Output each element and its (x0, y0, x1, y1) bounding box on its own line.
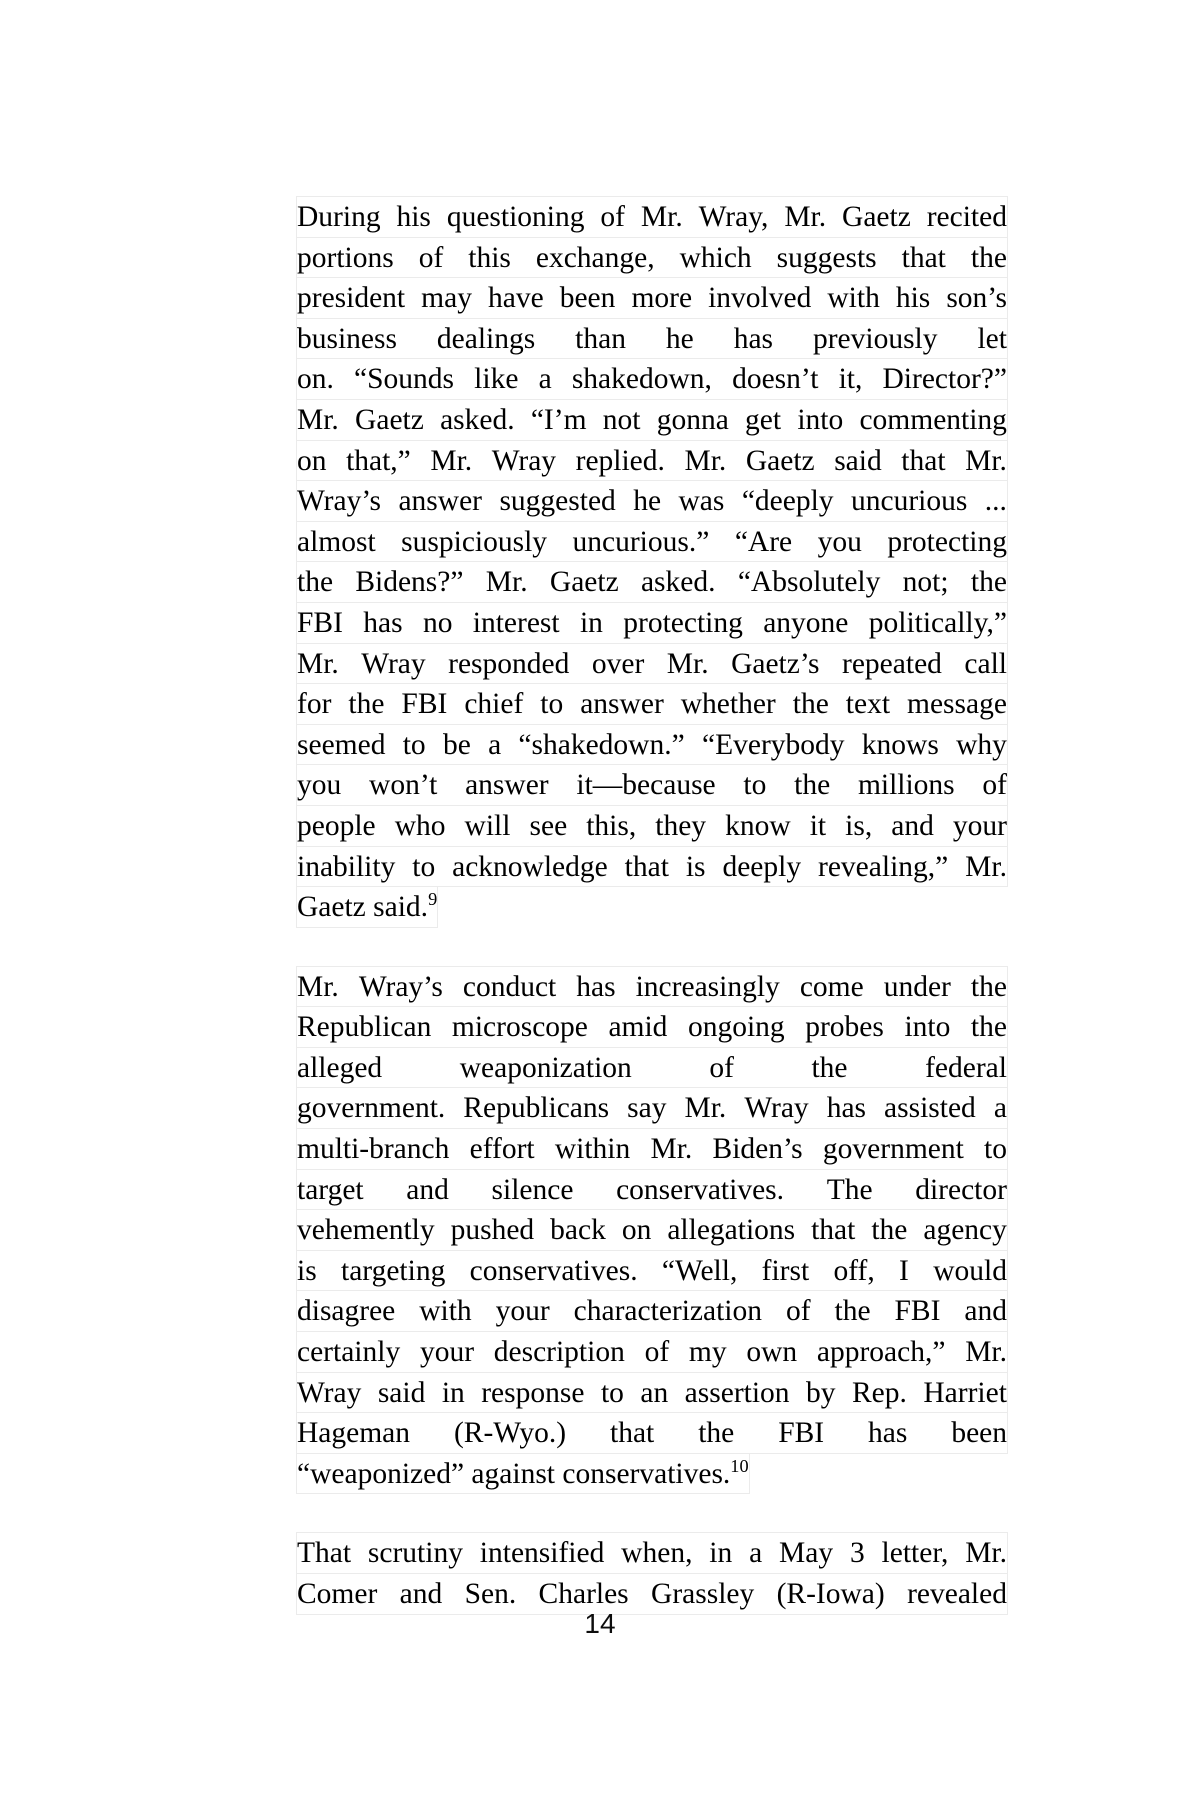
word: own (746, 1336, 798, 1369)
word: government (822, 1133, 964, 1166)
word: doesn’t (732, 363, 819, 396)
word: interest (472, 606, 560, 639)
word: to (600, 1376, 624, 1409)
word: During (297, 201, 381, 233)
word: the (834, 1295, 871, 1328)
line-text: “weaponized” against conservatives. (297, 1457, 731, 1490)
word: Mr. (297, 403, 339, 436)
word: Wray (297, 1376, 362, 1409)
word: is (685, 850, 706, 883)
word: see (529, 809, 568, 842)
word: “Sounds (354, 363, 455, 396)
word: of (418, 241, 444, 274)
word: and (406, 1173, 449, 1206)
word: and (891, 809, 934, 842)
word: May (779, 1537, 834, 1570)
word: agency (923, 1214, 1007, 1247)
word: than (575, 322, 626, 355)
word: said (834, 444, 882, 477)
word: revealed (907, 1578, 1007, 1610)
word: disagree (297, 1295, 396, 1328)
word: knows (861, 728, 939, 761)
word: has (576, 970, 616, 1003)
word: the (792, 688, 829, 721)
word: that,” (346, 444, 411, 477)
word: know (725, 809, 791, 842)
word: that (610, 1417, 655, 1450)
word: Wray (491, 444, 557, 477)
word: amid (608, 1011, 668, 1044)
word: off, (833, 1254, 875, 1287)
word: repeated (842, 647, 942, 680)
text-line (296, 1209, 1008, 1251)
word: text (845, 688, 891, 721)
text-line (296, 1412, 1008, 1454)
text-line (296, 805, 1008, 847)
text-line (296, 602, 1008, 644)
text-line (296, 480, 1008, 522)
word: weaponization (459, 1051, 632, 1084)
word: to (540, 688, 564, 721)
word: replied. (575, 444, 665, 477)
word: assertion (684, 1376, 790, 1409)
word: his (396, 201, 431, 233)
word: back (550, 1214, 606, 1247)
word: president (297, 282, 406, 315)
word: in (709, 1537, 733, 1570)
word: protecting (887, 525, 1007, 558)
word: on. (297, 363, 334, 396)
word: (R-Wyo.) (453, 1417, 567, 1450)
word: answer (398, 485, 482, 518)
word: they (655, 809, 707, 842)
word: Comer (297, 1578, 378, 1610)
word: an (640, 1376, 669, 1409)
word: acknowledge (452, 850, 608, 883)
word: it, (838, 363, 863, 396)
word: let (977, 322, 1007, 355)
word: Gaetz’s (731, 647, 820, 680)
word: that (811, 1214, 856, 1247)
word: uncurious.” (572, 525, 710, 558)
word: will (464, 809, 511, 842)
word: probes (805, 1011, 884, 1044)
word: Mr. (684, 444, 727, 477)
word: Mr. (666, 647, 709, 680)
word: you (297, 769, 342, 802)
word: get (745, 403, 782, 436)
word: be (442, 728, 471, 761)
word: the (698, 1417, 735, 1450)
word: a (488, 728, 502, 761)
word: dealings (436, 322, 536, 355)
word: Bidens?” (355, 566, 464, 599)
word: The (826, 1173, 873, 1206)
word: “Everybody (701, 728, 845, 761)
word: FBI (778, 1417, 825, 1450)
word: a (993, 1092, 1007, 1125)
word: questioning (446, 201, 585, 233)
word: letter, (881, 1537, 949, 1570)
word: on (621, 1214, 652, 1247)
word: almost (297, 525, 376, 558)
word: that (901, 241, 946, 274)
word: ongoing (687, 1011, 785, 1044)
text-line (296, 1006, 1008, 1048)
word: intensified (479, 1537, 605, 1570)
word: Mr. (485, 566, 528, 599)
word: exchange, (535, 241, 655, 274)
word: protecting (623, 606, 743, 639)
word: Director?” (882, 363, 1007, 396)
word: the (871, 1214, 908, 1247)
word: Hageman (297, 1417, 411, 1450)
text-line (296, 318, 1008, 360)
word: over (591, 647, 645, 680)
word: have (488, 282, 544, 315)
word: previously (812, 322, 938, 355)
text-line (296, 886, 438, 928)
text-line (296, 1087, 1008, 1129)
word: for (297, 688, 332, 721)
word: conduct (462, 970, 557, 1003)
word: who (394, 809, 446, 842)
word: Wray (361, 647, 426, 680)
word: characterization (573, 1295, 763, 1328)
word: “Absolutely (737, 566, 881, 599)
word: is (297, 1254, 317, 1287)
word: director (915, 1173, 1007, 1206)
word: response (481, 1376, 585, 1409)
text-line (296, 1532, 1008, 1574)
word: Mr. (965, 444, 1007, 477)
word: approach,” (816, 1336, 946, 1369)
word: alleged (297, 1051, 383, 1084)
paragraph-3 (296, 1532, 1008, 1614)
word: Mr. (430, 444, 473, 477)
word: chief (464, 688, 524, 721)
text-line (296, 846, 1008, 888)
word: shakedown, (571, 363, 712, 396)
word: “shakedown.” (518, 728, 685, 761)
word: within (554, 1133, 631, 1166)
word: involved (708, 282, 812, 315)
text-line (296, 521, 1008, 563)
word: deeply (722, 850, 802, 883)
word: portions (297, 241, 394, 274)
word: to (412, 850, 436, 883)
word: in (441, 1376, 465, 1409)
word: he (633, 485, 662, 518)
word: uncurious (851, 485, 968, 518)
word: Sen. (464, 1578, 517, 1610)
word: the (811, 1051, 848, 1084)
word: vehemently (297, 1214, 435, 1247)
word: Mr. (640, 201, 683, 233)
word: by (806, 1376, 836, 1409)
word: Gaetz (842, 201, 911, 233)
word: Republican (297, 1011, 432, 1044)
word: increasingly (635, 970, 780, 1003)
word: has (868, 1417, 908, 1450)
word: Mr. (965, 850, 1007, 883)
word: “deeply (741, 485, 834, 518)
word: conservatives. (616, 1173, 785, 1206)
word: “I’m (530, 403, 587, 436)
word: Mr. (965, 1336, 1007, 1369)
word: and (399, 1578, 443, 1610)
word: has (826, 1092, 867, 1125)
word: certainly (297, 1336, 401, 1369)
word: said (377, 1376, 426, 1409)
word: FBI (297, 606, 343, 639)
word: federal (925, 1051, 1007, 1084)
word: come (799, 970, 864, 1003)
word: has (363, 606, 403, 639)
word: scrutiny (367, 1537, 463, 1570)
word: Republicans (463, 1092, 610, 1125)
word: effort (469, 1133, 535, 1166)
word: won’t (369, 769, 438, 802)
word: your (495, 1295, 550, 1328)
word: like (474, 363, 519, 396)
word: of (785, 1295, 811, 1328)
word: that (901, 444, 946, 477)
word: a (749, 1537, 763, 1570)
word: Wray’s (358, 970, 443, 1003)
word: allegations (667, 1214, 796, 1247)
word: of (709, 1051, 734, 1084)
word: Wray (744, 1092, 809, 1125)
word: FBI (894, 1295, 941, 1328)
text-line (296, 237, 1008, 279)
word: the (297, 566, 334, 599)
word: conservatives. (469, 1254, 638, 1287)
footnote-marker: 10 (730, 1455, 749, 1476)
word: Gaetz (355, 403, 424, 436)
word: the (970, 970, 1007, 1003)
word: ... (984, 485, 1007, 518)
word: son’s (946, 282, 1007, 315)
word: a (538, 363, 552, 396)
word: the (970, 1011, 1007, 1044)
text-line (296, 561, 1008, 603)
word: Mr. (297, 647, 339, 680)
text-line (296, 358, 1008, 400)
word: politically,” (868, 606, 1007, 639)
word: when, (621, 1537, 693, 1570)
word: pushed (450, 1214, 535, 1247)
footnote-marker: 9 (428, 889, 438, 910)
word: anyone (763, 606, 849, 639)
word: into (797, 403, 844, 436)
word: microscope (451, 1011, 588, 1044)
paragraph-spacer (296, 928, 1008, 966)
word: you (817, 525, 862, 558)
word: of (982, 769, 1007, 802)
word: answer (465, 769, 549, 802)
word: Mr. (965, 1537, 1007, 1570)
word: to (402, 728, 426, 761)
word: with (419, 1295, 472, 1328)
word: people (297, 809, 376, 842)
word: the (348, 688, 385, 721)
word: inability (297, 850, 396, 883)
word: Mr. (784, 201, 827, 233)
word: Biden’s (712, 1133, 803, 1166)
body-text-column (296, 196, 1008, 1615)
word: my (688, 1336, 727, 1369)
word: this (468, 241, 511, 274)
word: his (895, 282, 931, 315)
word: description (493, 1336, 625, 1369)
word: “Well, (661, 1254, 738, 1287)
text-line (296, 1169, 1008, 1211)
word: government. (297, 1092, 446, 1125)
word: I (899, 1254, 909, 1287)
word: asked. (640, 566, 716, 599)
word: Mr. (684, 1092, 727, 1125)
word: silence (491, 1173, 574, 1206)
word: the (970, 566, 1007, 599)
word: responded (448, 647, 570, 680)
text-line (296, 1331, 1008, 1373)
word: of (600, 201, 625, 233)
word: whether (680, 688, 776, 721)
word: into (904, 1011, 951, 1044)
text-line (296, 196, 1008, 238)
word: the (970, 241, 1007, 274)
word: no (422, 606, 453, 639)
word: which (679, 241, 752, 274)
word: suspiciously (401, 525, 548, 558)
text-line (296, 683, 1008, 725)
text-line (296, 643, 1008, 685)
text-line (296, 1372, 1008, 1414)
text-line (296, 966, 1008, 1008)
word: answer (580, 688, 664, 721)
word: say (627, 1092, 667, 1125)
word: message (907, 688, 1007, 721)
text-line (296, 399, 1008, 441)
word: that (624, 850, 669, 883)
word: commenting (859, 403, 1007, 436)
word: Gaetz (549, 566, 619, 599)
text-line (296, 1290, 1008, 1332)
word: not; (902, 566, 949, 599)
word: targeting (341, 1254, 446, 1287)
word: Wray, (698, 201, 769, 233)
word: he (665, 322, 694, 355)
text-line (296, 764, 1008, 806)
word: your (419, 1336, 475, 1369)
paragraph-1 (296, 196, 1008, 928)
word: Wray’s (297, 485, 382, 518)
word: recited (926, 201, 1007, 233)
word: first (761, 1254, 810, 1287)
word: the (794, 769, 831, 802)
word: gonna (656, 403, 729, 436)
word: under (883, 970, 951, 1003)
word: more (631, 282, 693, 315)
word: business (297, 322, 397, 355)
word: Charles (538, 1578, 629, 1610)
word: Grassley (651, 1578, 755, 1610)
word: Mr. (297, 970, 339, 1003)
word: in (579, 606, 603, 639)
word: it (809, 809, 827, 842)
word: to (743, 769, 767, 802)
word: asked. (440, 403, 515, 436)
word: suggested (499, 485, 616, 518)
word: millions (857, 769, 955, 802)
page-number: 14 (584, 1608, 616, 1639)
word: multi-branch (297, 1133, 450, 1166)
paragraph-spacer (296, 1494, 1008, 1532)
word: may (421, 282, 472, 315)
word: would (933, 1254, 1007, 1287)
word: of (644, 1336, 670, 1369)
word: Rep. (851, 1376, 907, 1409)
word: seemed (297, 728, 386, 761)
word: with (827, 282, 880, 315)
word: and (964, 1295, 1007, 1328)
word: Harriet (923, 1376, 1007, 1409)
word: your (952, 809, 1007, 842)
word: was (678, 485, 725, 518)
word: to (984, 1133, 1007, 1166)
word: Gaetz (745, 444, 815, 477)
word: been (559, 282, 616, 315)
word: That (297, 1537, 352, 1570)
paragraph-2 (296, 966, 1008, 1495)
word: revealing,” (818, 850, 949, 883)
word: Mr. (650, 1133, 693, 1166)
word: on (297, 444, 327, 477)
word: 3 (849, 1537, 865, 1570)
word: has (733, 322, 774, 355)
text-line (296, 1047, 1008, 1089)
word: it—because (576, 769, 716, 802)
word: suggests (776, 241, 877, 274)
text-line (296, 277, 1008, 319)
word: been (951, 1417, 1007, 1450)
word: this, (586, 809, 637, 842)
word: call (964, 647, 1007, 680)
word: why (956, 728, 1007, 761)
line-text: Gaetz said. (297, 891, 429, 924)
word: FBI (401, 688, 448, 721)
word: assisted (884, 1092, 976, 1125)
text-line (296, 1250, 1008, 1292)
word: “Are (734, 525, 793, 558)
word: (R-Iowa) (776, 1578, 885, 1610)
text-line (296, 1453, 750, 1495)
text-line (296, 724, 1008, 766)
text-line (296, 440, 1008, 482)
word: not (602, 403, 641, 436)
word: target (297, 1173, 364, 1206)
word: is, (845, 809, 873, 842)
text-line (296, 1128, 1008, 1170)
